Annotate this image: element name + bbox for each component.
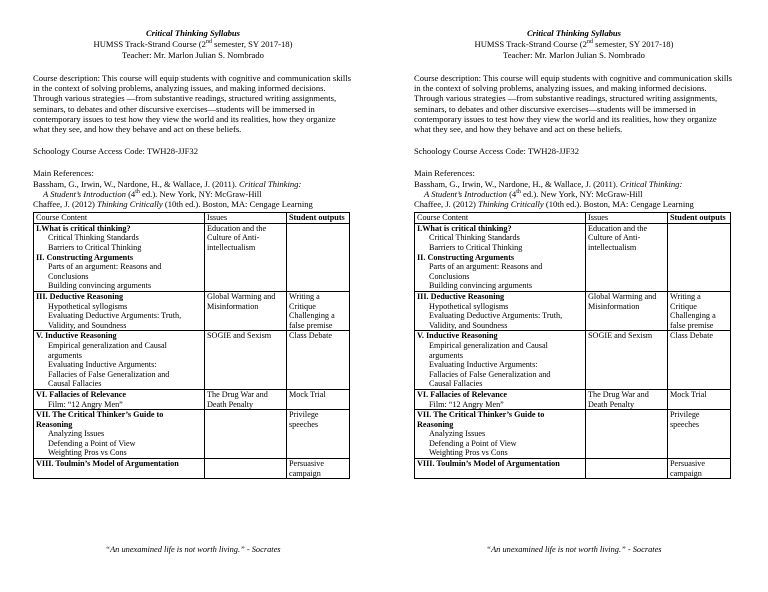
topic-item: Conclusions [48,271,89,281]
topic-item: Causal Fallacies [48,379,102,389]
topic-item: arguments [48,350,82,360]
teacher-line: Teacher: Mr. Marlon Julian S. Nombrado [503,50,645,60]
unit-heading: VI. Fallacies of Relevance [417,389,508,399]
table-body [34,223,350,478]
topic-item: Empirical generalization and Causal [429,340,548,350]
unit-heading: III. Deductive Reasoning [417,291,505,301]
issues-cell: Education and the Culture of Anti-intellectualism [205,223,287,291]
syllabus-title: Critical Thinking Syllabus [145,28,241,38]
topic-item: Barriers to Critical Thinking [429,243,523,253]
issues-cell: Global Warming and Misinformation [205,291,287,330]
unit-heading: V. Inductive Reasoning [36,331,117,341]
reference-1: Bassham, G., Irwin, W., Nardone, H., & Wallace, J. (2011). Critical Thinking: A Student’s Introduction (4th ed.). New York, NY: McGraw-Hill [33,178,302,199]
course-table [414,212,731,479]
unit-heading: I.What is critical thinking? [36,223,131,233]
unit-heading: II. Constructing Arguments [36,252,134,262]
table-row [34,223,350,291]
student-outputs-cell: Mock Trial [287,389,350,409]
course-line: HUMSS Track-Strand Course (2nd semester, SY 2017-18) [474,39,674,49]
student-outputs-cell: Persuasive campaign [287,459,350,479]
table-row [34,389,350,409]
header-issues: Issues [205,213,287,224]
reference-1: Bassham, G., Irwin, W., Nardone, H., & Wallace, J. (2011). Critical Thinking: A Student’s Introduction (4th ed.). New York, NY: McGraw-Hill [414,178,683,199]
topic-item: Film: “12 Angry Men” [48,399,123,409]
header-course-content: Course Content [34,213,205,224]
course-content-cell [415,331,586,390]
topic-item: Barriers to Critical Thinking [48,243,142,253]
reference-2: Chaffee, J. (2012) Thinking Critically (10th ed.). Boston, MA: Cengage Learning [414,199,694,210]
topic-item: Parts of an argument: Reasons and [48,262,162,272]
topic-item: Weighting Pros vs Cons [429,448,508,458]
topic-item: Hypothetical syllogisms [48,301,128,311]
course-line: HUMSS Track-Strand Course (2nd semester, SY 2017-18) [93,39,293,49]
syllabus-header [33,28,353,61]
issues-cell [586,459,668,479]
topic-item: Validity, and Soundness [429,320,508,330]
course-content-cell [415,223,586,291]
topic-item: Empirical generalization and Causal [48,340,167,350]
syllabus-header [414,28,734,61]
student-outputs-cell: Class Debate [287,331,350,390]
topic-item: Analyzing Issues [429,429,486,439]
course-content-cell [415,389,586,409]
unit-heading: V. Inductive Reasoning [417,331,498,341]
student-outputs-cell: Writing a Critique Challenging a false premise [668,291,731,330]
syllabus-title: Critical Thinking Syllabus [526,28,622,38]
course-content-cell [34,223,205,291]
table-header-row [34,213,350,224]
table-header-row [415,213,731,224]
issues-cell: Global Warming and Misinformation [586,291,668,330]
table-row [415,459,731,479]
table-row [34,410,350,459]
topic-item: Evaluating Deductive Arguments: Truth, [429,311,563,321]
unit-heading: I.What is critical thinking? [417,223,512,233]
issues-cell [205,410,287,459]
unit-heading: VIII. Toulmin’s Model of Argumentation [36,459,179,469]
access-code: Schoology Course Access Code: TWH28-JJF32 [33,146,199,157]
student-outputs-cell: Privilege speeches [287,410,350,459]
course-content-cell [34,331,205,390]
references-heading: Main References: [33,168,94,179]
unit-heading: VI. Fallacies of Relevance [36,389,127,399]
table-row [415,389,731,409]
student-outputs-cell: Privilege speeches [668,410,731,459]
student-outputs-cell: Persuasive campaign [668,459,731,479]
topic-item: Evaluating Inductive Arguments: [429,360,538,370]
student-outputs-cell: Class Debate [668,331,731,390]
topic-item: Film: “12 Angry Men” [429,399,504,409]
unit-heading: VII. The Critical Thinker’s Guide to [417,410,545,420]
unit-heading: Reasoning [417,419,454,429]
student-outputs-cell: Writing a Critique Challenging a false premise [287,291,350,330]
course-content-cell [415,291,586,330]
topic-item: arguments [429,350,463,360]
access-code: Schoology Course Access Code: TWH28-JJF32 [414,146,580,157]
topic-item: Evaluating Inductive Arguments: [48,360,157,370]
course-content-cell [34,389,205,409]
reference-2: Chaffee, J. (2012) Thinking Critically (10th ed.). Boston, MA: Cengage Learning [33,199,313,210]
topic-item: Critical Thinking Standards [48,233,139,243]
issues-cell: Education and the Culture of Anti-intellectualism [586,223,668,291]
topic-item: Parts of an argument: Reasons and [429,262,543,272]
course-content-cell [34,410,205,459]
issues-cell [586,410,668,459]
topic-item: Defending a Point of View [429,438,517,448]
course-description: Course description: This course will equip students with cognitive and communication skills in the context of solving problems, analyzing issues, and making informed decisions. Through various strategies —from substantive readings, structured writing assignments, seminars, to debates and other discursive exercises—students will be immersed in contemporary issues to test how they view the world and its realities, how they organize what they see, and how they behave and act on these beliefs. [33,73,352,135]
unit-heading: Reasoning [36,419,73,429]
topic-item: Validity, and Soundness [48,320,127,330]
topic-item: Critical Thinking Standards [429,233,520,243]
topic-item: Fallacies of False Generalization and [48,369,170,379]
unit-heading: II. Constructing Arguments [417,252,515,262]
table-body [415,223,731,478]
table-row [415,291,731,330]
topic-item: Analyzing Issues [48,429,105,439]
header-issues: Issues [586,213,668,224]
topic-item: Causal Fallacies [429,379,483,389]
issues-cell: SOGIE and Sexism [586,331,668,390]
topic-item: Building convincing arguments [48,281,152,291]
course-content-cell [415,410,586,459]
table-row [415,331,731,390]
table-row [34,331,350,390]
quote-right: “An unexamined life is not worth living.” - Socrates [486,545,662,554]
issues-cell: The Drug War and Death Penalty [205,389,287,409]
course-description: Course description: This course will equip students with cognitive and communication skills in the context of solving problems, analyzing issues, and making informed decisions. Through various strategies —from substantive readings, structured writing assignments, seminars, to debates and other discursive exercises—students will be immersed in contemporary issues to test how they view the world and its realities, how they organize what they see, and how they behave and act on these beliefs. [414,73,733,135]
course-table [33,212,350,479]
syllabus-page-left [33,28,353,479]
topic-item: Weighting Pros vs Cons [48,448,127,458]
topic-item: Hypothetical syllogisms [429,301,509,311]
teacher-line: Teacher: Mr. Marlon Julian S. Nombrado [122,50,264,60]
student-outputs-cell: Mock Trial [668,389,731,409]
course-content-cell [34,459,205,479]
issues-cell [205,459,287,479]
issues-cell: SOGIE and Sexism [205,331,287,390]
syllabus-page-right [414,28,734,479]
student-outputs-cell [668,223,731,291]
topic-item: Fallacies of False Generalization and [429,369,551,379]
student-outputs-cell [287,223,350,291]
header-student-outputs: Student outputs [668,213,731,224]
course-content-cell [415,459,586,479]
issues-cell: The Drug War and Death Penalty [586,389,668,409]
table-row [415,223,731,291]
topic-item: Evaluating Deductive Arguments: Truth, [48,311,182,321]
unit-heading: III. Deductive Reasoning [36,291,124,301]
topic-item: Building convincing arguments [429,281,533,291]
table-row [34,459,350,479]
table-row [34,291,350,330]
unit-heading: VIII. Toulmin’s Model of Argumentation [417,459,560,469]
unit-heading: VII. The Critical Thinker’s Guide to [36,410,164,420]
header-student-outputs: Student outputs [287,213,350,224]
quote-left: “An unexamined life is not worth living.” - Socrates [105,545,281,554]
topic-item: Conclusions [429,271,470,281]
header-course-content: Course Content [415,213,586,224]
topic-item: Defending a Point of View [48,438,136,448]
references-heading: Main References: [414,168,475,179]
table-row [415,410,731,459]
course-content-cell [34,291,205,330]
